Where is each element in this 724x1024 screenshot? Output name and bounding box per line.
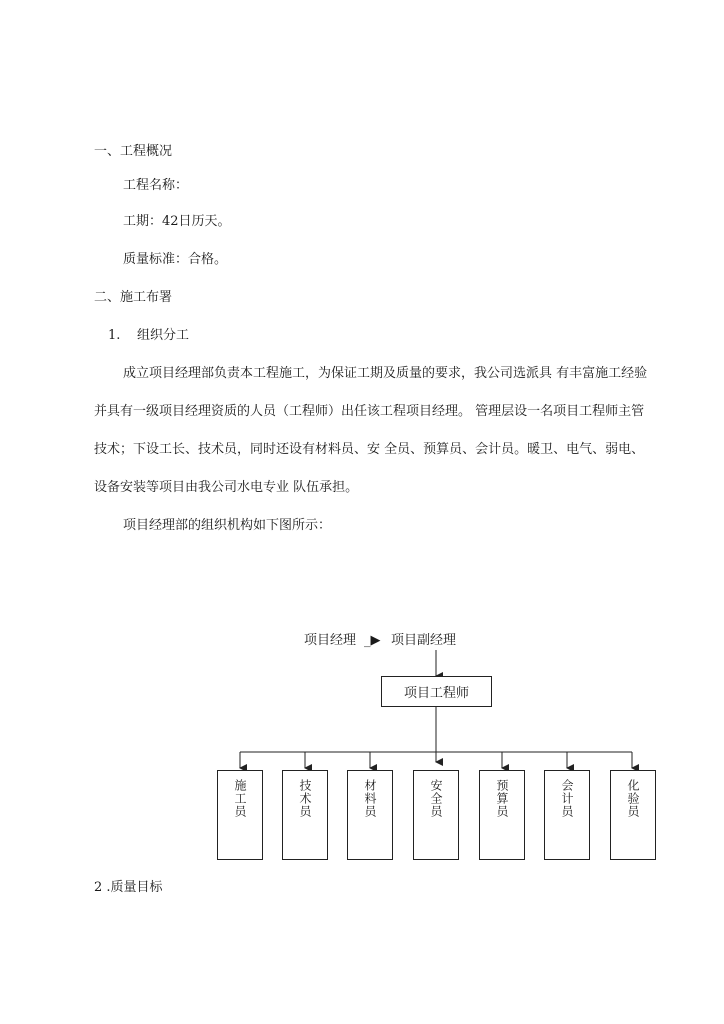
staff-box-1: [282, 770, 328, 860]
project-engineer-label: 项目工程师: [403, 686, 469, 701]
staff-box-4: [479, 770, 525, 860]
staff-box-2: [347, 770, 393, 860]
deputy-manager-label: 项目副经理: [391, 633, 457, 648]
staff-label-5: 会计员: [560, 779, 574, 818]
project-period: 工期：42日历天。: [123, 214, 231, 229]
project-engineer-box: [381, 676, 492, 707]
staff-box-6: [610, 770, 656, 860]
staff-box-5: [544, 770, 590, 860]
paragraph-line-3: 技术；下设工长、技术员，同时还设有材料员、安 全员、预算员、会计员。暖卫、电气、弱电、: [94, 442, 645, 457]
subsection1-number: 1.: [108, 328, 121, 343]
paragraph-line-1: 成立项目经理部负责本工程施工，为保证工期及质量的要求，我公司选派具 有丰富施工经验: [123, 366, 648, 381]
staff-label-6: 化验员: [626, 779, 640, 818]
staff-label-2: 材料员: [363, 779, 377, 818]
paragraph-line-2: 并具有一级项目经理资质的人员（工程师）出任该工程项目经理。 管理层设一名项目工程师主管: [94, 404, 645, 419]
quality-standard: 质量标准：合格。: [123, 252, 228, 267]
chart-intro: 项目经理部的组织机构如下图所示：: [123, 518, 332, 533]
section1-heading: 一、工程概况: [94, 144, 173, 159]
section2-heading: 二、施工布署: [94, 290, 173, 305]
subsection2-title: 2 .质量目标: [94, 880, 163, 895]
staff-box-3: [413, 770, 459, 860]
manager-deputy-arrow: _▶: [364, 633, 381, 648]
subsection1-title: 组织分工: [137, 328, 190, 343]
staff-label-3: 安全员: [429, 779, 443, 818]
paragraph-line-4: 设备安装等项目由我公司水电专业 队伍承担。: [94, 480, 359, 495]
project-name: 工程名称：: [123, 178, 189, 193]
staff-label-1: 技术员: [298, 779, 312, 818]
staff-label-0: 施工员: [233, 779, 247, 818]
staff-box-0: [217, 770, 263, 860]
project-manager-label: 项目经理: [304, 633, 357, 648]
staff-label-4: 预算员: [495, 779, 509, 818]
